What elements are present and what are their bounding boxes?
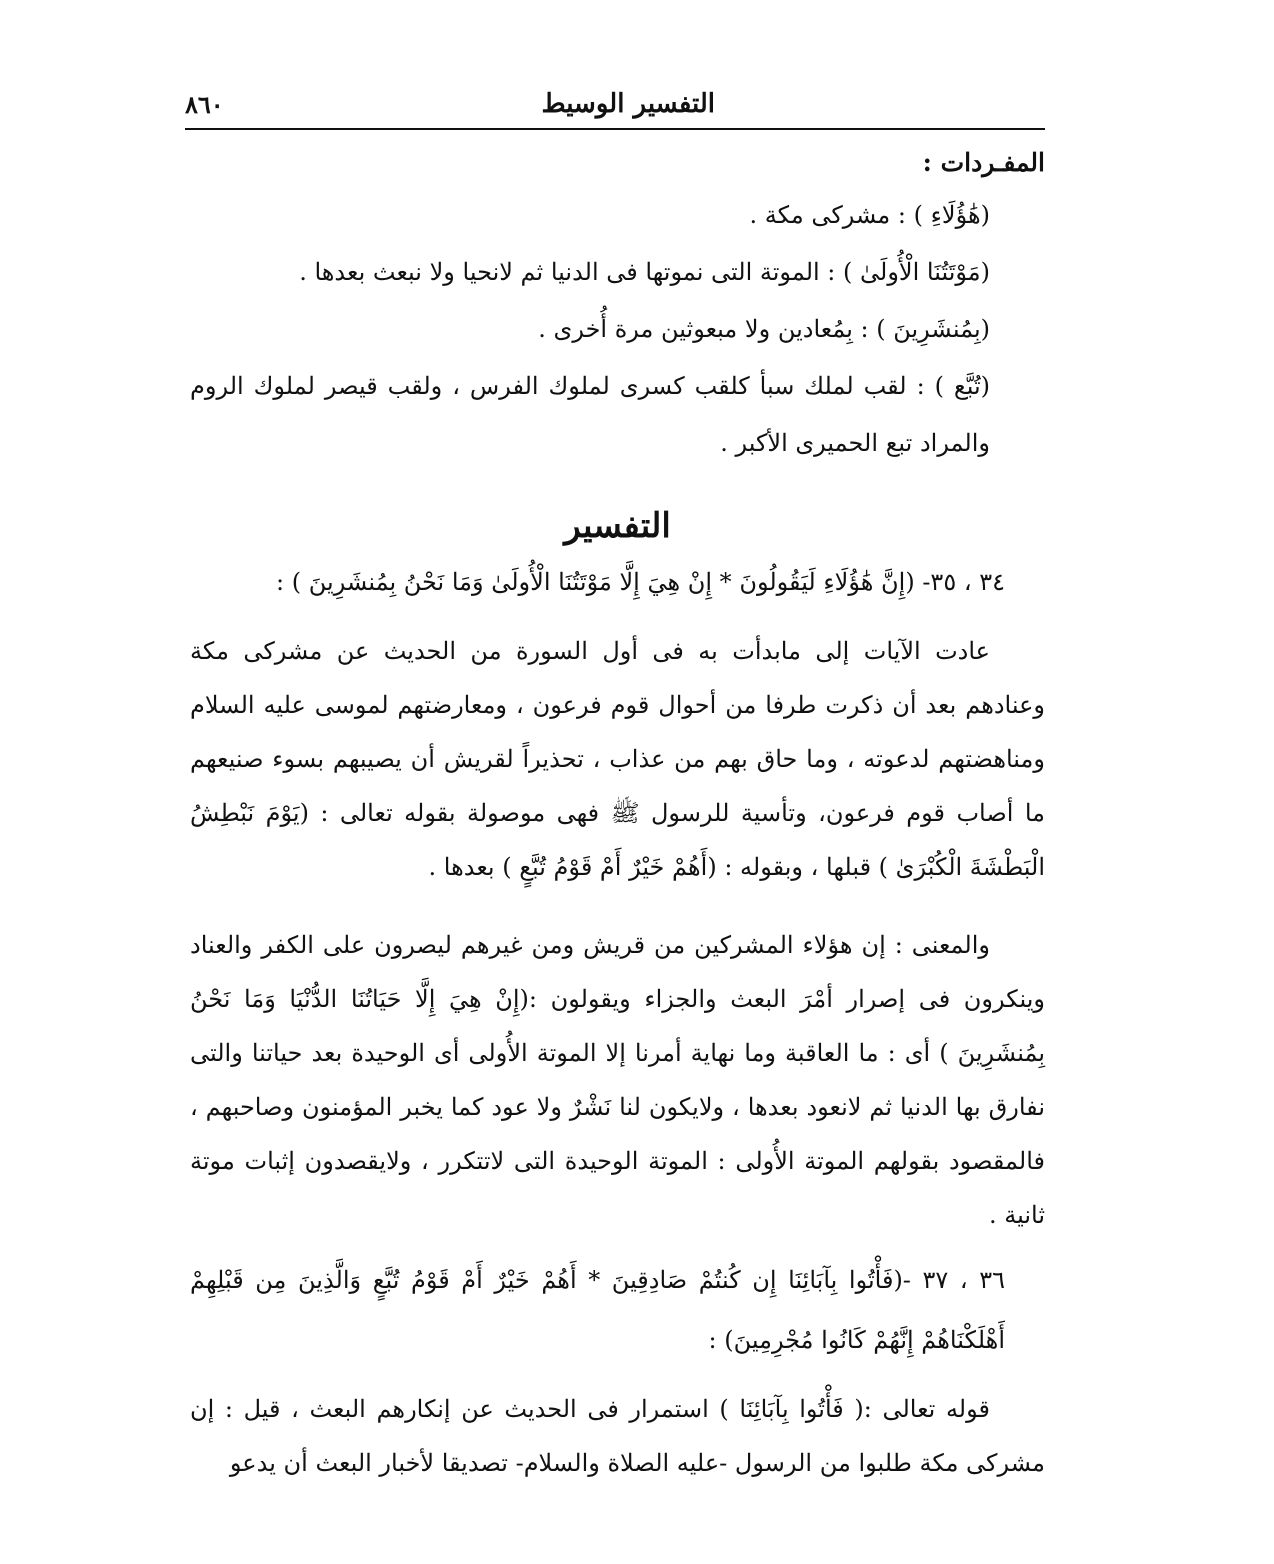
commentary-paragraph: قوله تعالى :( فَأْتُوا بِآبَائِنَا ) استمرار فى الحديث عن إنكارهم البعث ، قيل : إن مشركى مكة طلبوا من الرسول -عليه الصلاة والسلام- تصديقا لأخبار البعث أن يدعو (190, 1395, 1045, 1477)
verse-heading: ٣٦ ، ٣٧ -(فَأْتُوا بِآبَائِنَا إِن كُنتُمْ صَادِقِينَ * أَهُمْ خَيْرٌ أَمْ قَوْمُ تُبَّعٍ وَالَّذِينَ مِن قَبْلِهِمْ أَهْلَكْنَاهُمْ إِنَّهُمْ كَانُوا مُجْرِمِينَ) : (190, 1266, 1005, 1354)
vocabulary-entry: (مَوْتَتُنَا الْأُولَىٰ ) : الموتة التى نموتها فى الدنيا ثم لانحيا ولا نبعث بعدها . (299, 258, 990, 286)
vocabulary-entry: (هَٰؤُلَاءِ ) : مشركى مكة . (749, 201, 990, 229)
vocabulary-entry: (بِمُنشَرِينَ ) : بِمُعادين ولا مبعوثين مرة أُخرى . (538, 315, 990, 343)
commentary-paragraph: والمعنى : إن هؤلاء المشركين من قريش ومن غيرهم ليصرون على الكفر والعناد وينكرون فى إصرار أمْرَ البعث والجزاء ويقولون :(إِنْ هِيَ إِلَّا حَيَاتُنَا الدُّنْيَا وَمَا نَحْنُ بِمُنشَرِينَ ) أى : ما العاقبة وما نهاية أمرنا إلا الموتة الأُولى أى الوحيدة بعد حياتنا والتى نفارق بها الدنيا ثم لانعود بعدها ، ولايكون لنا نَشْرٌ ولا عود كما يخبر المؤمنون وصاحبهم ، فالمقصود بقولهم الموتة الأُولى : الموتة الوحيدة التى لاتتكرر ، ولايقصدون إثبات موتة ثانية . (190, 931, 1045, 1229)
section-title: التفسير (564, 506, 671, 546)
page-body (190, 148, 1045, 1498)
page-header (185, 80, 1045, 130)
vocabulary-heading: المفـردات : (922, 148, 1045, 177)
page-number: ٨٦٠ (185, 89, 224, 119)
vocabulary-entry: (تُبَّع ) : لقب لملك سبأ كلقب كسرى لملوك الفرس ، ولقب قيصر لملوك الروم والمراد تبع الحميرى الأكبر . (190, 372, 990, 457)
running-title: التفسير الوسيط (541, 89, 715, 119)
verse-heading: ٣٤ ، ٣٥- (إِنَّ هَٰؤُلَاءِ لَيَقُولُونَ * إِنْ هِيَ إِلَّا مَوْتَتُنَا الْأُولَىٰ وَمَا نَحْنُ بِمُنشَرِينَ ) : (276, 568, 1005, 596)
commentary-paragraph: عادت الآيات إلى مابدأت به فى أول السورة من الحديث عن مشركى مكة وعنادهم بعد أن ذكرت طرفا من أحوال قوم فرعون ، ومعارضتهم لموسى عليه السلام ومناهضتهم لدعوته ، وما حاق بهم من عذاب ، تحذيراً لقريش أن يصيبهم بسوء صنيعهم ما أصاب قوم فرعون، وتأسية للرسول ﷺ فهى موصولة بقوله تعالى : (يَوْمَ نَبْطِشُ الْبَطْشَةَ الْكُبْرَىٰ ) قبلها ، وبقوله : (أَهُمْ خَيْرٌ أَمْ قَوْمُ تُبَّعٍ ) بعدها . (190, 637, 1046, 881)
